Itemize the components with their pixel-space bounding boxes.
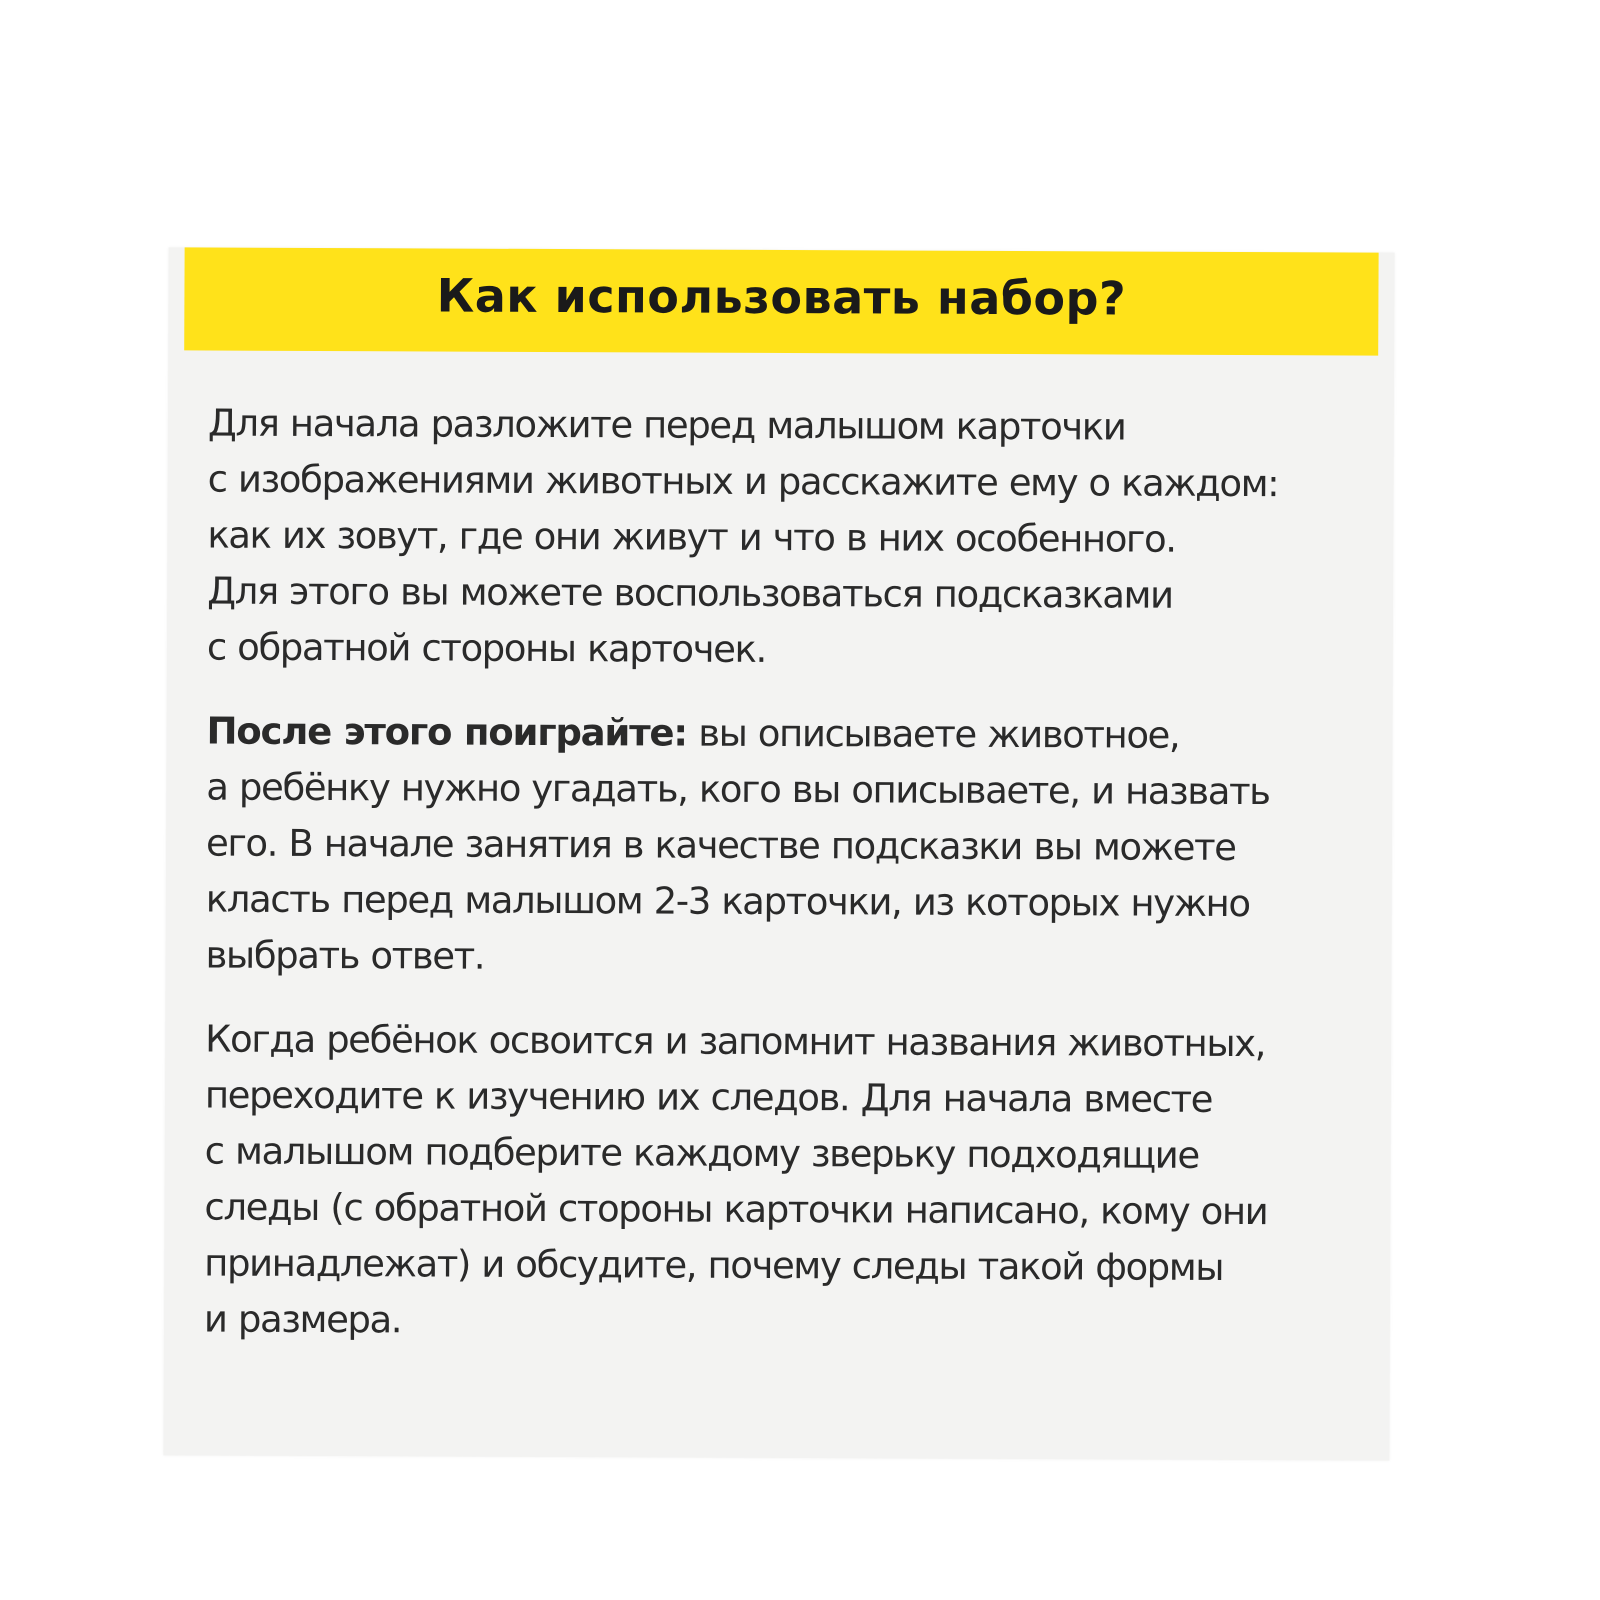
text-line: его. В начале занятия в качестве подсказки вы можете [205, 821, 1236, 869]
paragraph-tracks [204, 1011, 1385, 1352]
header-band [184, 247, 1378, 355]
text-line: следы (с обратной стороны карточки написано, кому они [204, 1185, 1268, 1234]
text-line: принадлежат) и обсудите, почему следы такой формы [204, 1241, 1224, 1289]
text-line: как их зовут, где они живут и что в них особенного. [207, 513, 1176, 561]
text-line: Для начала разложите перед малышом карточки [207, 401, 1126, 449]
text-line: Когда ребёнок освоится и запомнит названия животных, [205, 1017, 1266, 1066]
text-line: класть перед малышом 2-3 карточки, из которых нужно [205, 877, 1250, 926]
text-line [206, 704, 1386, 765]
text-line: выбрать ответ. [205, 933, 485, 978]
paragraph-lead: После этого поиграйте: [206, 709, 688, 755]
paragraph-intro [207, 396, 1388, 681]
text-fragment: вы описываете животное, [686, 711, 1180, 757]
text-line: переходите к изучению их следов. Для начала вместе [204, 1073, 1213, 1121]
instruction-card [163, 247, 1394, 1460]
instruction-text [204, 396, 1388, 1381]
paragraph-game [205, 704, 1386, 989]
text-line: Для этого вы можете воспользоваться подсказками [207, 569, 1173, 617]
card-title: Как использовать набор? [436, 268, 1127, 326]
text-line: и размера. [203, 1297, 402, 1342]
text-line: а ребёнку нужно угадать, кого вы описываете, и назвать [206, 765, 1270, 814]
text-line: с обратной стороны карточек. [206, 625, 766, 671]
text-line: с малышом подберите каждому зверьку подходящие [204, 1129, 1199, 1177]
text-line: с изображениями животных и расскажите ему о каждом: [207, 457, 1279, 506]
